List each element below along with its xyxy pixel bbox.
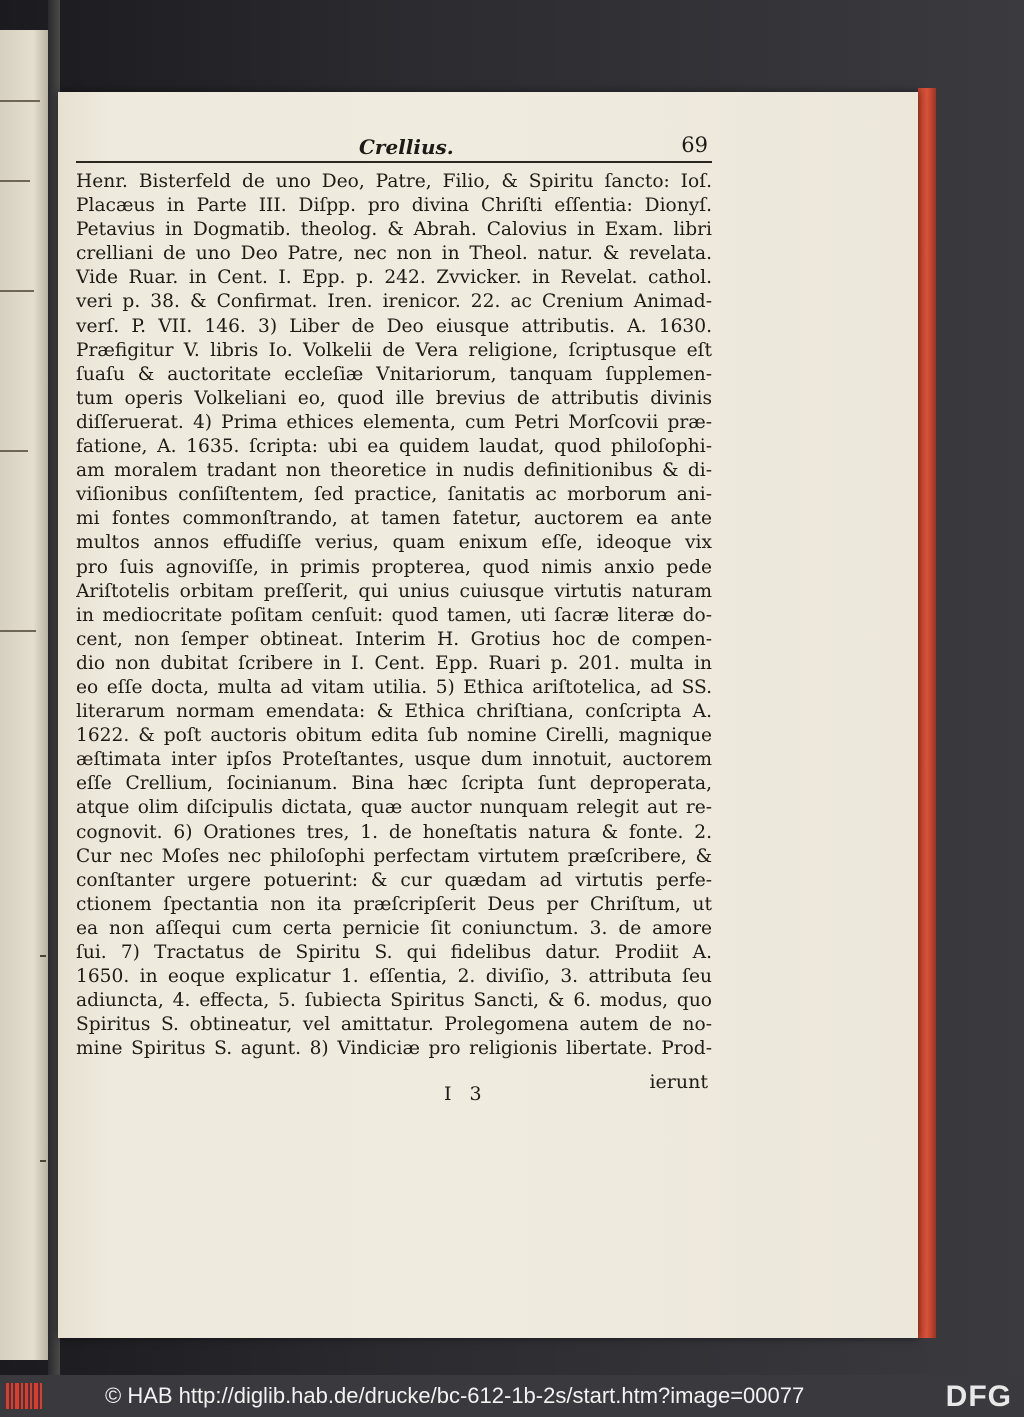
text-line: in mediocritate poſitam cenſuit: quod tamen, uti ſacræ literæ do- [76, 604, 712, 626]
text-line: Ariſtotelis orbitam preſſerit, qui unius cuiusque virtutis naturam [76, 580, 712, 602]
previous-page-text-fragment [0, 180, 30, 182]
text-line: ea non aſſequi cum certa pernicie ſit coniunctum. 3. de amore [76, 917, 712, 939]
text-line: cognovit. 6) Orationes tres, 1. de honeſtatis natura & fonte. 2. [76, 821, 712, 843]
page-number: 69 [681, 133, 708, 157]
text-line: Henr. Bisterfeld de uno Deo, Patre, Filio, & Spiritu ſancto: Ioſ. [76, 171, 712, 192]
text-line: adiuncta, 4. effecta, 5. ſubiecta Spiritus Sancti, & 6. modus, quo [76, 990, 712, 1012]
catchword: ierunt [649, 1071, 708, 1093]
signature-line [76, 1071, 712, 1109]
text-line: eſſe Crellium, ſocinianum. Bina hæc ſcripta ſunt deproperata, [76, 773, 712, 795]
text-line: atque olim diſcipulis dictata, quæ auctor nunquam relegit aut re- [76, 797, 712, 819]
text-line: diſſeruerat. 4) Prima ethices elementa, cum Petri Morſcovii præ- [76, 411, 712, 433]
copyright-link[interactable]: © HAB http://diglib.hab.de/drucke/bc-612-1b-2s/start.htm?image=00077 [105, 1383, 805, 1408]
text-line: cent, non ſemper obtineat. Interim H. Grotius hoc de compen- [76, 628, 712, 650]
text-line: ctionem ſpectantia non ita præſcripſerit Deus per Chriſtum, ut [76, 893, 712, 915]
text-line: fatione, A. 1635. ſcripta: ubi ea quidem laudat, quod philoſophi- [76, 436, 712, 458]
barcode-icon [6, 1383, 46, 1409]
previous-page-text-fragment [0, 630, 36, 632]
text-line: 1650. in eoque explicatur 1. eſſentia, 2. diviſio, 3. attributa ſeu [76, 966, 712, 988]
text-line: pro ſuis agnoviſſe, in primis propterea, quod nimis anxio pede [76, 556, 712, 578]
text-line: viſionibus conſiſtentem, ſed practice, ſanitatis ac morborum ani- [76, 484, 712, 506]
text-line: am moralem tradant non theoretice in nudis definitionibus & di- [76, 460, 712, 482]
text-line: mine Spiritus S. agunt. 8) Vindiciæ pro religionis libertate. Prod- [76, 1038, 712, 1060]
text-line: tum operis Volkeliani eo, quod ille brevius de attributis divinis [76, 387, 712, 409]
previous-page-text-fragment [0, 290, 34, 292]
text-line: dio non dubitat ſcribere in I. Cent. Epp. Ruari p. 201. multa in [76, 652, 712, 674]
footer-bar [0, 1375, 1024, 1417]
page-mark [40, 1160, 46, 1162]
text-line: conſtanter urgere potuerint: & cur quædam ad virtutis perfe- [76, 869, 712, 891]
text-line: ſuaſu & auctoritate eccleſiæ Vnitariorum, tanquam ſupplemen- [76, 363, 712, 385]
text-line: Petavius in Dogmatib. theolog. & Abrah. Calovius in Exam. libri [76, 219, 712, 241]
previous-page-text-fragment [0, 450, 28, 452]
text-line: Præfigitur V. libris Io. Volkelii de Vera religione, ſcriptusque eſt [76, 339, 712, 361]
text-line: mi fontes commonſtrando, at tamen fatetur, auctorem ea ante [76, 508, 712, 530]
text-line: Spiritus S. obtineatur, vel amittatur. Prolegomena autem de no- [76, 1014, 712, 1036]
text-line: veri p. 38. & Confirmat. Iren. irenicor. 22. ac Crenium Animad- [76, 291, 712, 313]
signature-mark: I 3 [444, 1083, 488, 1105]
red-page-edge [918, 88, 936, 1338]
running-title: Crellius. [359, 135, 454, 159]
text-line: Placæus in Parte III. Diſpp. pro divina Chriſti eſſentia: Dionyſ. [76, 195, 712, 217]
page-mark [40, 955, 46, 957]
text-line: literarum normam emendata: & Ethica chriſtiana, conſcripta A. [76, 701, 712, 723]
text-line: crelliani de uno Deo Patre, nec non in Theol. natur. & revelata. [76, 243, 712, 265]
text-line: æſtimata inter ipſos Proteſtantes, usque dum innotuit, auctorem [76, 749, 712, 771]
dfg-logo: DFG [945, 1380, 1012, 1413]
running-head [76, 133, 712, 163]
text-line: Vide Ruar. in Cent. I. Epp. p. 242. Zvvicker. in Revelat. cathol. [76, 267, 712, 289]
text-line: Cur nec Moſes nec philoſophi perfectam virtutem præſcribere, & [76, 845, 712, 867]
previous-page-text-fragment [0, 100, 40, 102]
text-body [76, 170, 712, 1061]
text-line: 1622. & poſt auctoris obitum edita ſub nomine Cirelli, magnique [76, 725, 712, 747]
text-line: verſ. P. VII. 146. 3) Liber de Deo eiusque attributis. A. 1630. [76, 315, 712, 337]
text-line: ſui. 7) Tractatus de Spiritu S. qui fidelibus datur. Prodiit A. [76, 942, 712, 963]
text-line: multos annos effudiſſe verius, quam enixum eſſe, ideoque vix [76, 532, 712, 554]
text-line: eo eſſe docta, multa ad vitam utilia. 5) Ethica ariſtotelica, ad SS. [76, 676, 712, 698]
